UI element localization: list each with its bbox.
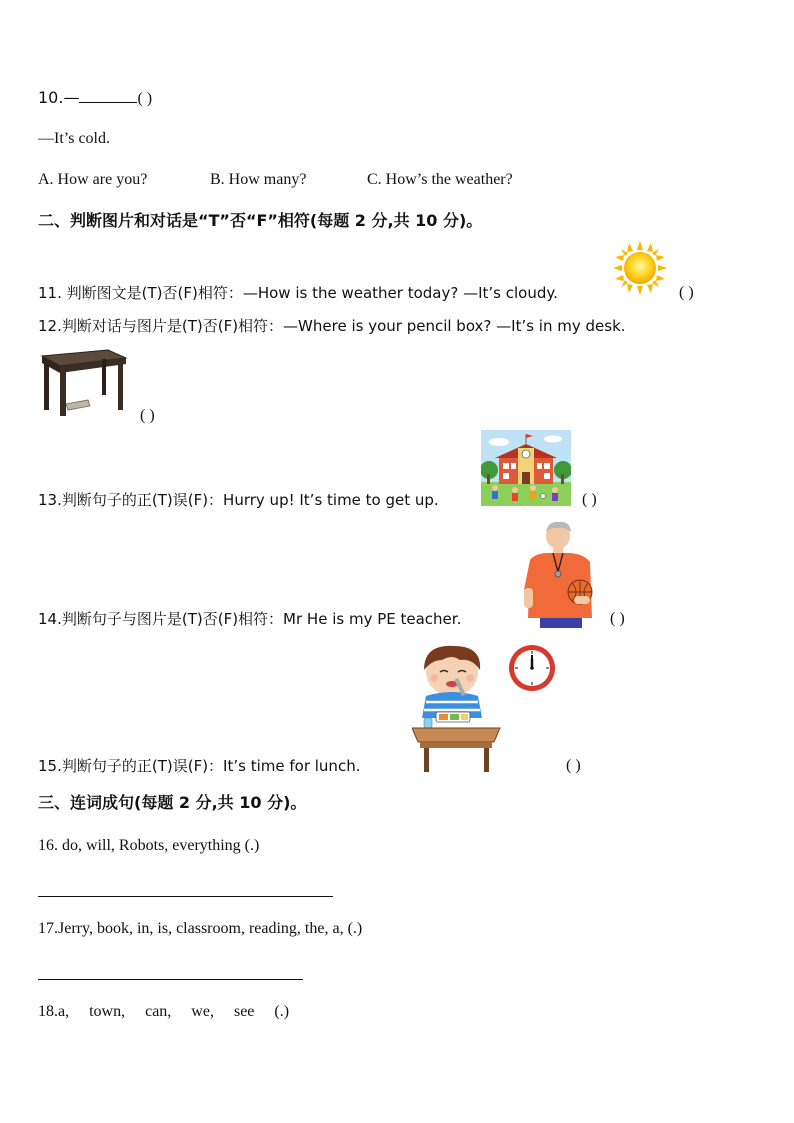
- boy-eating-icon: [412, 642, 502, 774]
- q14-answer-paren[interactable]: ( ): [610, 610, 625, 627]
- q10-answer-paren[interactable]: ( ): [137, 90, 153, 107]
- q17-text: 17.Jerry, book, in, is, classroom, reading, the, a, (.): [38, 920, 363, 937]
- q10-stem: [38, 88, 152, 109]
- q18-text: 18.a, town, can, we, see (.): [38, 1003, 290, 1020]
- pe-teacher-icon: [522, 520, 598, 628]
- q13-answer-paren[interactable]: ( ): [582, 491, 597, 508]
- q14-text: 14.判断句子与图片是(T)否(F)相符：Mr He is my PE teacher.: [38, 610, 462, 628]
- q16-answer-line[interactable]: [38, 896, 333, 897]
- q15-answer-paren[interactable]: ( ): [566, 757, 581, 774]
- q17-answer-line[interactable]: [38, 979, 303, 980]
- q13-text: 13.判断句子的正(T)误(F)：Hurry up! It’s time to get up.: [38, 491, 439, 509]
- clock-icon: [507, 643, 557, 693]
- q10-option-c[interactable]: C. How’s the weather?: [367, 171, 513, 188]
- desk-icon: [38, 346, 128, 418]
- q12-answer-paren[interactable]: ( ): [140, 407, 155, 424]
- section-3-heading: 三、连词成句(每题 2 分,共 10 分)。: [38, 793, 307, 812]
- q10-blank[interactable]: [79, 88, 137, 103]
- q15-text: 15.判断句子的正(T)误(F)：It’s time for lunch.: [38, 757, 361, 775]
- q16-text: 16. do, will, Robots, everything (.): [38, 837, 260, 854]
- section-2-heading: 二、判断图片和对话是“T”否“F”相符(每题 2 分,共 10 分)。: [38, 211, 483, 230]
- q11-text: 11. 判断图文是(T)否(F)相符：—How is the weather today? —It’s cloudy.: [38, 284, 558, 302]
- q10-option-b[interactable]: B. How many?: [210, 171, 307, 188]
- sun-icon: [612, 240, 668, 296]
- q12-text: 12.判断对话与图片是(T)否(F)相符：—Where is your pencil box? —It’s in my desk.: [38, 317, 626, 335]
- q11-answer-paren[interactable]: ( ): [679, 284, 694, 301]
- q10-reply: —It’s cold.: [38, 130, 110, 147]
- school-scene-icon: [481, 430, 571, 506]
- q10-number: 10.—: [38, 88, 80, 107]
- q10-option-a[interactable]: A. How are you?: [38, 171, 148, 188]
